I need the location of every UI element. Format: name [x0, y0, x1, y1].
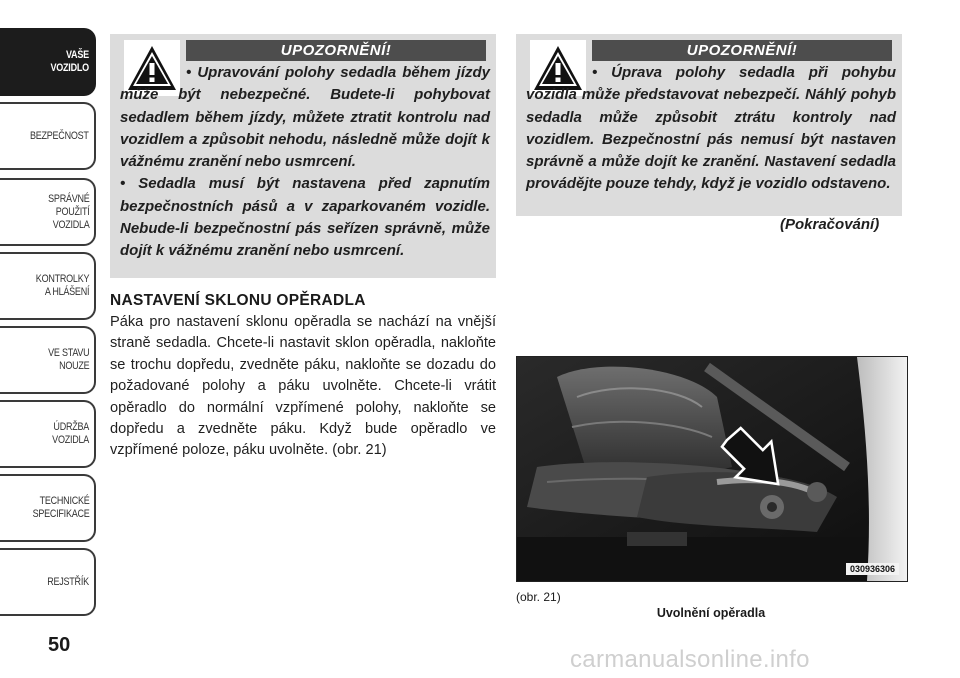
- tab-label: BEZPEČNOST: [30, 129, 90, 142]
- figure-caption: Uvolnění opěradla: [656, 606, 766, 620]
- seat-illustration: [517, 357, 907, 581]
- tab-technicke-specifikace[interactable]: [0, 474, 96, 542]
- tab-vase-vozidlo[interactable]: [0, 28, 96, 96]
- continued-label: (Pokračování): [780, 216, 880, 233]
- tab-ve-stavu-nouze[interactable]: [0, 326, 96, 394]
- tab-label: VE STAVU NOUZE: [47, 347, 90, 372]
- section-body: Páka pro nastavení sklonu opěradla se nachází na vnější straně sedadla. Chcete-li nastavit sklon opěradla, nakloňte se trochu dopředu, zvedněte páku, nakloňte se dozadu do požadované polohy a páku uvolněte. Chcete-li vrátit opěradlo do normální vzpřímené polohy, nakloňte se dopředu a zvedněte páku. Když bude opěradlo ve vzpřímené poloze, páku uvolněte. (obr. 21): [110, 314, 496, 459]
- warning-title: UPOZORNĚNÍ!: [186, 40, 486, 61]
- warning-box-right: [516, 34, 902, 216]
- tab-label: VAŠE VOZIDLO: [50, 49, 90, 74]
- warning-paragraph: • Sedadla musí být nastavena před zapnutím bezpečnostních pásů a v zaparkovaném vozidle. Nebude-li bezpečnostní pás seřízen správně, může dojít k vážnému zranění nebo usmrcení.: [120, 175, 490, 260]
- warning-paragraph: • Upravování polohy sedadla během jízdy může být nebezpečné. Budete-li pohybovat sedadlem během jízdy, můžete ztratit kontrolu nad vozidlem a způsobit nehodu, následně může dojít k vážnému zranění nebo usmrcení.: [120, 64, 490, 171]
- tab-kontrolky[interactable]: [0, 252, 96, 320]
- seat-photo: [516, 356, 908, 582]
- watermark: carmanualsonline.info: [570, 646, 810, 673]
- tab-udrzba[interactable]: [0, 400, 96, 468]
- warning-title: UPOZORNĚNÍ!: [592, 40, 892, 61]
- warning-box-left: [110, 34, 496, 278]
- page-number: 50: [48, 634, 71, 656]
- tab-label: TECHNICKÉ SPECIFIKACE: [32, 495, 90, 520]
- figure-reference: (obr. 21): [516, 590, 561, 604]
- warning-text: [526, 62, 896, 196]
- warning-paragraph: • Úprava polohy sedadla při pohybu vozidla může představovat nebezpečí. Náhlý pohyb sedadla může způsobit ztrátu kontroly nad vozidlem. Bezpečnostní pás nemusí být nastaven správně a může dojít ke zranění. Nastavení sedadla provádějte pouze tehdy, když je vozidlo odstaveno.: [526, 64, 896, 193]
- tab-rejstrik[interactable]: [0, 548, 96, 616]
- tab-label: ÚDRŽBA VOZIDLA: [52, 421, 90, 446]
- warning-text: [120, 62, 490, 263]
- section-title: NASTAVENÍ SKLONU OPĚRADLA: [110, 292, 366, 309]
- tab-spravne-pouziti[interactable]: [0, 178, 96, 246]
- arrow-icon: [717, 423, 797, 503]
- tab-label: REJSTŘÍK: [47, 575, 90, 588]
- tab-bezpecnost[interactable]: [0, 102, 96, 170]
- tab-label: KONTROLKY A HLÁŠENÍ: [35, 273, 90, 298]
- tab-label: SPRÁVNÉ POUŽITÍ VOZIDLA: [47, 192, 90, 231]
- figure-code: 030936306: [846, 563, 899, 575]
